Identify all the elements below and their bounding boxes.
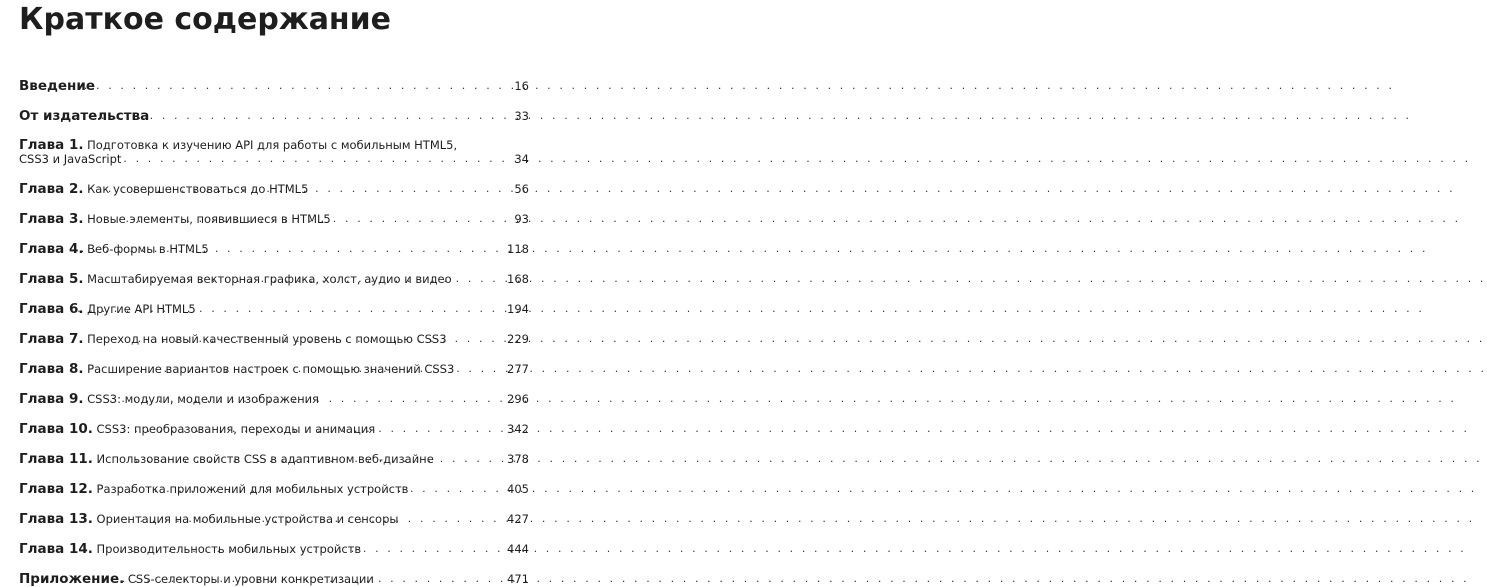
toc-entry-chapter-1[interactable] — [19, 138, 529, 166]
toc-chapter-label: Глава 5. — [19, 271, 84, 287]
toc-chapter-label: Глава 3. — [19, 211, 84, 227]
toc-entry-label — [19, 211, 331, 227]
toc-page-number: 16 — [514, 79, 529, 93]
toc-entry-chapter-7[interactable] — [19, 332, 529, 346]
toc-dot-leader — [139, 362, 505, 376]
toc-entry-chapter-4[interactable] — [19, 242, 529, 256]
toc-chapter-label: Глава 2. — [19, 181, 84, 197]
toc-dot-leader — [122, 572, 505, 586]
toc-entry-label — [19, 361, 455, 377]
toc-entry-chapter-10[interactable] — [19, 422, 529, 436]
toc-chapter-label: Глава 4. — [19, 241, 84, 257]
toc-entry-label — [19, 481, 409, 497]
toc-chapter-title: Производительность мобильных устройств — [96, 542, 362, 556]
toc-entry-chapter-11[interactable] — [19, 452, 529, 466]
toc-entry-label — [19, 78, 95, 94]
toc-entry-label — [19, 421, 376, 437]
toc-chapter-title: Масштабируемая векторная графика, холст, аудио и видео — [87, 272, 452, 286]
toc-entry-label — [19, 301, 196, 317]
toc-chapter-title: Другие API HTML5 — [87, 302, 196, 316]
toc-entry-appendix[interactable] — [19, 572, 529, 586]
toc-chapter-title: Расширение вариантов настроек с помощью значений CSS3 — [87, 362, 455, 376]
toc-chapter-title-continued: CSS3 и JavaScript — [19, 152, 122, 166]
table-of-contents — [19, 79, 529, 586]
toc-page-number: 33 — [514, 109, 529, 123]
toc-chapter-label: От издательства — [19, 108, 150, 124]
toc-entry-label — [19, 138, 529, 152]
toc-chapter-label: Глава 9. — [19, 391, 84, 407]
toc-page-number: 34 — [514, 152, 529, 166]
toc-dot-leader — [123, 152, 512, 166]
toc-dot-leader — [47, 79, 512, 93]
toc-chapter-title: Переход на новый качественный уровень с помощью CSS3 — [87, 332, 447, 346]
toc-page-number: 296 — [507, 392, 529, 406]
toc-entry-label — [19, 511, 399, 527]
toc-page-number: 93 — [514, 212, 529, 226]
toc-chapter-title: Как усовершенствоваться до HTML5 — [87, 182, 309, 196]
toc-page-number: 342 — [507, 422, 529, 436]
toc-entry-label — [19, 108, 150, 124]
toc-chapter-title: Ориентация на мобильные устройства и сенсоры — [96, 512, 399, 526]
toc-page-number: 277 — [507, 362, 529, 376]
toc-entry-label — [19, 541, 362, 557]
toc-entry-chapter-6[interactable] — [19, 302, 529, 316]
toc-dot-leader — [64, 109, 512, 123]
toc-chapter-label: Введение — [19, 78, 95, 94]
toc-entry-chapter-2[interactable] — [19, 182, 529, 196]
toc-chapter-label: Глава 12. — [19, 481, 93, 497]
toc-entry-publisher[interactable] — [19, 109, 529, 123]
toc-entry-label — [19, 331, 447, 347]
toc-entry-label — [19, 241, 209, 257]
toc-chapter-title: CSS-селекторы и уровни конкретизации — [127, 572, 374, 586]
toc-dot-leader — [139, 272, 505, 286]
toc-dot-leader — [122, 422, 505, 436]
toc-page-number: 378 — [507, 452, 529, 466]
toc-dot-leader — [135, 452, 505, 466]
toc-dot-leader — [81, 242, 505, 256]
toc-dot-leader — [138, 332, 505, 346]
toc-dot-leader — [77, 302, 505, 316]
toc-entry-chapter-5[interactable] — [19, 272, 529, 286]
toc-entry-chapter-9[interactable] — [19, 392, 529, 406]
toc-chapter-label: Глава 1. — [19, 137, 84, 153]
toc-entry-label — [19, 271, 452, 287]
toc-entry-chapter-12[interactable] — [19, 482, 529, 496]
toc-page-number: 427 — [507, 512, 529, 526]
toc-entry-label — [19, 391, 319, 407]
toc-entry-continuation — [19, 152, 529, 166]
toc-chapter-label: Глава 11. — [19, 451, 93, 467]
toc-dot-leader — [119, 542, 505, 556]
toc-chapter-title: Разработка приложений для мобильных устройств — [96, 482, 409, 496]
toc-chapter-title: CSS3: модули, модели и изображения — [87, 392, 319, 406]
toc-page-number: 56 — [514, 182, 529, 196]
toc-page-number: 405 — [507, 482, 529, 496]
toc-page-number: 471 — [507, 572, 529, 586]
toc-chapter-label: Глава 8. — [19, 361, 84, 377]
toc-chapter-label: Глава 14. — [19, 541, 93, 557]
toc-chapter-label: Глава 10. — [19, 421, 93, 437]
toc-page-number: 444 — [507, 542, 529, 556]
toc-dot-leader — [127, 512, 505, 526]
toc-dot-leader — [130, 482, 506, 496]
toc-chapter-label: Приложение. — [19, 571, 125, 587]
toc-entry-introduction[interactable] — [19, 79, 529, 93]
toc-chapter-label: Глава 6. — [19, 301, 84, 317]
toc-chapter-title: Новые элементы, появившиеся в HTML5 — [87, 212, 331, 226]
toc-entry-chapter-13[interactable] — [19, 512, 529, 526]
toc-chapter-title: Веб-формы в HTML5 — [87, 242, 209, 256]
toc-entry-label — [19, 571, 374, 587]
toc-page-number: 168 — [507, 272, 529, 286]
page-title: Краткое содержание — [19, 2, 392, 37]
toc-entry-label — [19, 181, 309, 197]
toc-chapter-label: Глава 7. — [19, 331, 84, 347]
toc-page-number: 194 — [507, 302, 529, 316]
toc-page-number: 118 — [507, 242, 529, 256]
toc-dot-leader — [109, 392, 505, 406]
toc-chapter-title: Использование свойств CSS в адаптивном веб-дизайне — [96, 452, 434, 466]
toc-entry-chapter-3[interactable] — [19, 212, 529, 226]
toc-entry-label — [19, 451, 434, 467]
toc-chapter-label: Глава 13. — [19, 511, 93, 527]
toc-dot-leader — [113, 212, 512, 226]
toc-page-number: 229 — [507, 332, 529, 346]
toc-entry-chapter-14[interactable] — [19, 542, 529, 556]
toc-dot-leader — [108, 182, 512, 196]
toc-chapter-title: Подготовка к изучению API для работы с мобильным HTML5, — [87, 138, 458, 152]
toc-entry-chapter-8[interactable] — [19, 362, 529, 376]
toc-chapter-title: CSS3: преобразования, переходы и анимация — [96, 422, 376, 436]
